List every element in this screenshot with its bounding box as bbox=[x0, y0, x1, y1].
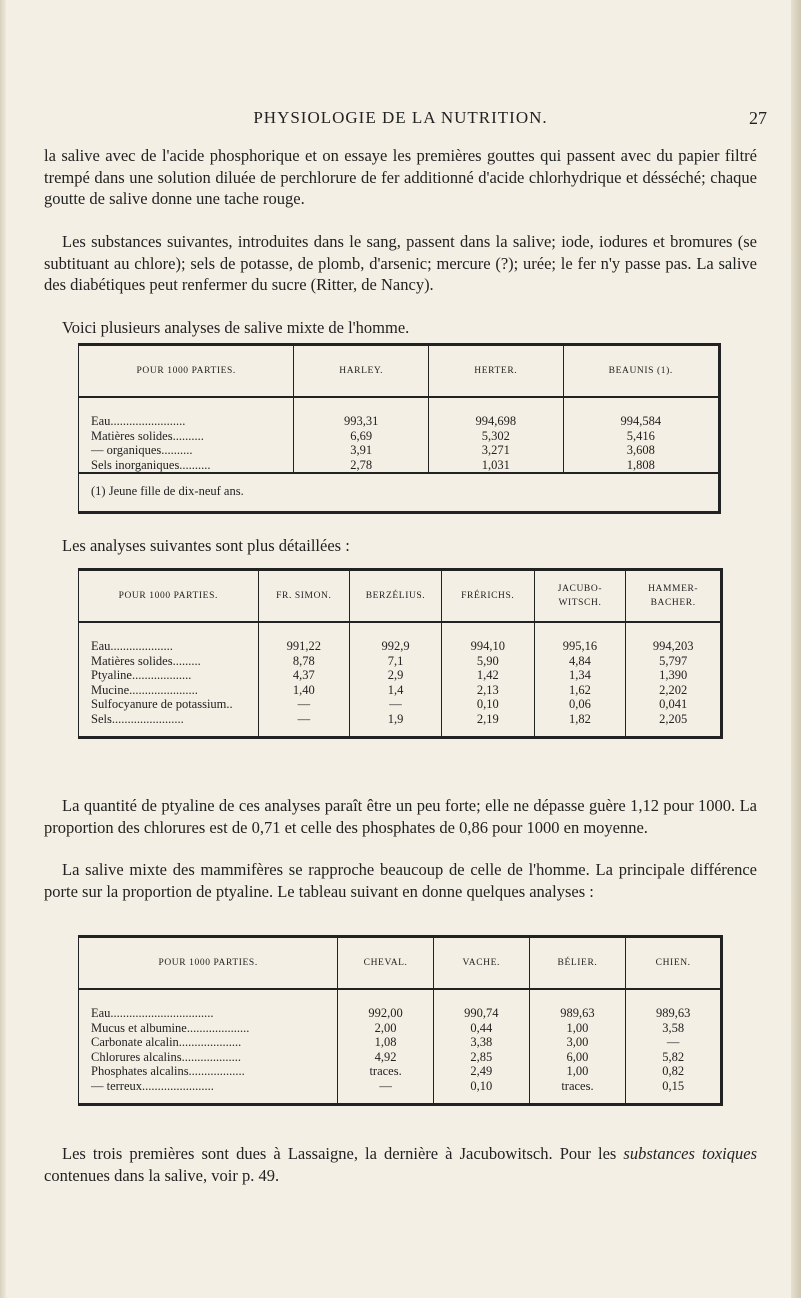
table-cell: 991,22 bbox=[258, 622, 350, 654]
row-label: Mucus et albumine.................... bbox=[91, 1020, 250, 1035]
row-label: — terreux....................... bbox=[91, 1078, 214, 1093]
paragraph-6: La salive mixte des mammifères se rapproche beaucoup de celle de l'homme. La principale différence porte sur la proportion de ptyaline. Le tableau suivant en donne quelques analyses : bbox=[44, 860, 757, 901]
table-row bbox=[79, 712, 722, 738]
column-header: JACUBO- WITSCH. bbox=[534, 570, 626, 623]
table-row bbox=[79, 622, 722, 654]
table-row bbox=[79, 1079, 722, 1105]
table-cell: 994,203 bbox=[626, 622, 722, 654]
table-cell: 5,416 bbox=[563, 429, 719, 444]
table-cell: 0,06 bbox=[534, 697, 626, 712]
table-row bbox=[79, 1035, 722, 1050]
row-label: Sels inorganiques.......... bbox=[91, 457, 211, 472]
row-label: Eau................................. bbox=[91, 1006, 214, 1020]
table-cell: 4,84 bbox=[534, 654, 626, 669]
table-cell: 2,205 bbox=[626, 712, 722, 738]
table-cell: 994,698 bbox=[428, 397, 563, 429]
table-row bbox=[79, 654, 722, 669]
column-header: POUR 1000 PARTIES. bbox=[79, 570, 259, 623]
table-cell: traces. bbox=[338, 1064, 434, 1079]
paragraph-7: Les trois premières sont dues à Lassaigne, la dernière à Jacubowitsch. Pour les substances toxiques contenues dans la salive, voir p. 49. bbox=[44, 1144, 757, 1185]
table-cell: — bbox=[338, 1079, 434, 1105]
row-label: Matières solides......... bbox=[91, 653, 201, 668]
row-label: Eau.................... bbox=[91, 639, 173, 653]
column-header: HARLEY. bbox=[294, 345, 429, 398]
table-cell: 3,00 bbox=[529, 1035, 626, 1050]
table-cell: — bbox=[626, 1035, 722, 1050]
table-cell: 1,390 bbox=[626, 668, 722, 683]
table-cell: 2,49 bbox=[433, 1064, 529, 1079]
column-header: POUR 1000 PARTIES. bbox=[79, 937, 338, 990]
table-cell: 1,42 bbox=[441, 668, 534, 683]
table-cell: 989,63 bbox=[626, 989, 722, 1021]
table-cell: 1,40 bbox=[258, 683, 350, 698]
table-cell: 1,00 bbox=[529, 1064, 626, 1079]
table-cell: 0,15 bbox=[626, 1079, 722, 1105]
table-cell: 5,797 bbox=[626, 654, 722, 669]
table-footnote: (1) Jeune fille de dix-neuf ans. bbox=[79, 473, 720, 512]
table-cell: 3,38 bbox=[433, 1035, 529, 1050]
table-cell: 1,808 bbox=[563, 458, 719, 474]
table-cell: 994,584 bbox=[563, 397, 719, 429]
table-cell: 0,44 bbox=[433, 1021, 529, 1036]
table-cell: 1,82 bbox=[534, 712, 626, 738]
table-cell: 995,16 bbox=[534, 622, 626, 654]
row-label: Sulfocyanure de potassium.. bbox=[91, 697, 233, 711]
column-header: FR. SIMON. bbox=[258, 570, 350, 623]
table-cell: 5,302 bbox=[428, 429, 563, 444]
table-cell: 992,9 bbox=[350, 622, 442, 654]
table-row bbox=[79, 397, 720, 429]
table-cell: — bbox=[258, 712, 350, 738]
table-header-row bbox=[79, 570, 722, 623]
table-cell: 3,608 bbox=[563, 443, 719, 458]
emphasis-text: substances toxiques bbox=[623, 1144, 757, 1163]
table-cell: 8,78 bbox=[258, 654, 350, 669]
paragraph-3: Voici plusieurs analyses de salive mixte de l'homme. bbox=[62, 318, 410, 337]
table-row bbox=[79, 1064, 722, 1079]
row-label: Carbonate alcalin.................... bbox=[91, 1035, 242, 1049]
table-cell: 0,041 bbox=[626, 697, 722, 712]
table-cell: 1,62 bbox=[534, 683, 626, 698]
table-cell: 0,82 bbox=[626, 1064, 722, 1079]
table-footnote-row bbox=[79, 473, 720, 512]
row-label: Ptyaline................... bbox=[91, 668, 192, 682]
table-cell: 6,69 bbox=[294, 429, 429, 444]
paragraph-5: La quantité de ptyaline de ces analyses paraît être un peu forte; elle ne dépasse guère 1,12 pour 1000. La proportion des chlorures est de 0,71 et celle des phosphates de 0,86 pour 1000 en moyenne. bbox=[44, 796, 757, 837]
table-cell: 2,9 bbox=[350, 668, 442, 683]
table-cell: 0,10 bbox=[441, 697, 534, 712]
table-cell: 1,031 bbox=[428, 458, 563, 474]
table-header-row bbox=[79, 345, 720, 398]
table-cell: 0,10 bbox=[433, 1079, 529, 1105]
table-cell: — bbox=[350, 697, 442, 712]
table-cell: 994,10 bbox=[441, 622, 534, 654]
table-cell: 2,00 bbox=[338, 1021, 434, 1036]
table-cell: 3,271 bbox=[428, 443, 563, 458]
table-cell: — bbox=[258, 697, 350, 712]
table-row bbox=[79, 697, 722, 712]
table-cell: 1,34 bbox=[534, 668, 626, 683]
paragraph-2: Les substances suivantes, introduites dans le sang, passent dans la salive; iode, iodures et bromures (se subtituant au chlore); sels de potasse, de plomb, d'arsenic; mercure (?); urée; le fer n'y passe pas. La salive des diabétiques peut renfermer du sucre (Ritter, de Nancy). bbox=[44, 232, 757, 294]
row-label: Mucine...................... bbox=[91, 682, 198, 697]
column-header: HERTER. bbox=[428, 345, 563, 398]
column-header: BERZÉLIUS. bbox=[350, 570, 442, 623]
table-row bbox=[79, 1050, 722, 1065]
table-cell: 1,4 bbox=[350, 683, 442, 698]
row-label: Phosphates alcalins.................. bbox=[91, 1064, 245, 1078]
table-cell: 7,1 bbox=[350, 654, 442, 669]
table-row bbox=[79, 429, 720, 444]
page-header bbox=[0, 108, 801, 134]
column-header: FRÉRICHS. bbox=[441, 570, 534, 623]
table-cell: 6,00 bbox=[529, 1050, 626, 1065]
table-row bbox=[79, 458, 720, 474]
table-cell: 989,63 bbox=[529, 989, 626, 1021]
table-cell: 2,85 bbox=[433, 1050, 529, 1065]
table-2 bbox=[78, 568, 723, 739]
paragraph-1: la salive avec de l'acide phosphorique et on essaye les premières gouttes qui passent avec du papier filtré trempé dans une solution diluée de perchlorure de fer additionné d'acide chlorhydrique et désséché; chaque goutte de salive donne une tache rouge. bbox=[44, 146, 757, 208]
table-row bbox=[79, 1021, 722, 1036]
row-label: Matières solides.......... bbox=[91, 428, 204, 443]
table-row bbox=[79, 668, 722, 683]
table-cell: 1,9 bbox=[350, 712, 442, 738]
row-label: Chlorures alcalins................... bbox=[91, 1049, 241, 1064]
table-header-row bbox=[79, 937, 722, 990]
table-row bbox=[79, 683, 722, 698]
row-label: — organiques.......... bbox=[91, 443, 193, 457]
table-row bbox=[79, 443, 720, 458]
column-header: CHIEN. bbox=[626, 937, 722, 990]
table-cell: 1,08 bbox=[338, 1035, 434, 1050]
row-label: Eau........................ bbox=[91, 414, 186, 428]
column-header: BEAUNIS (1). bbox=[563, 345, 719, 398]
page-left-edge bbox=[0, 0, 6, 1298]
paragraph-4: Les analyses suivantes sont plus détaillées : bbox=[62, 536, 350, 555]
table-3 bbox=[78, 935, 723, 1106]
page-right-edge bbox=[791, 0, 801, 1298]
column-header: CHEVAL. bbox=[338, 937, 434, 990]
table-cell: 3,58 bbox=[626, 1021, 722, 1036]
table-cell: 4,37 bbox=[258, 668, 350, 683]
column-header: VACHE. bbox=[433, 937, 529, 990]
table-cell: 2,13 bbox=[441, 683, 534, 698]
column-header: HAMMER- BACHER. bbox=[626, 570, 722, 623]
table-cell: 1,00 bbox=[529, 1021, 626, 1036]
table-cell: 5,82 bbox=[626, 1050, 722, 1065]
table-cell: 3,91 bbox=[294, 443, 429, 458]
page-number: 27 bbox=[749, 108, 767, 128]
table-cell: 993,31 bbox=[294, 397, 429, 429]
column-header: POUR 1000 PARTIES. bbox=[79, 345, 294, 398]
column-header: BÉLIER. bbox=[529, 937, 626, 990]
table-cell: 5,90 bbox=[441, 654, 534, 669]
table-row bbox=[79, 989, 722, 1021]
table-cell: 2,202 bbox=[626, 683, 722, 698]
running-title: PHYSIOLOGIE DE LA NUTRITION. bbox=[253, 108, 548, 127]
table-1 bbox=[78, 343, 721, 514]
table-cell: 4,92 bbox=[338, 1050, 434, 1065]
table-cell: traces. bbox=[529, 1079, 626, 1105]
table-cell: 990,74 bbox=[433, 989, 529, 1021]
table-cell: 2,19 bbox=[441, 712, 534, 738]
table-cell: 992,00 bbox=[338, 989, 434, 1021]
table-cell: 2,78 bbox=[294, 458, 429, 474]
row-label: Sels....................... bbox=[91, 711, 184, 726]
